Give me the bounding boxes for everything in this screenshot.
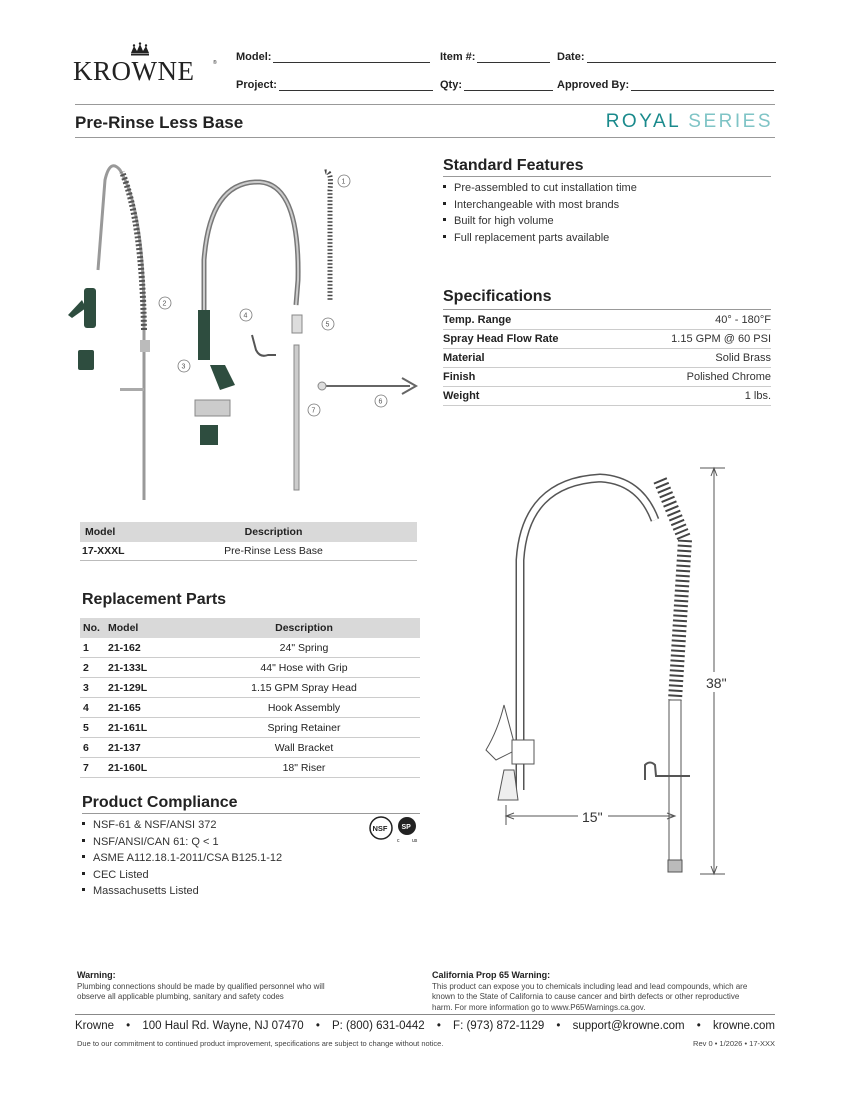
revision-info: Rev 0 • 1/2026 • 17-XXX: [693, 1039, 775, 1048]
features-list: [443, 180, 637, 246]
disclaimer: Due to our commitment to continued product improvement, specifications are subject to change without notice.: [77, 1039, 444, 1048]
approved-by-field[interactable]: [557, 79, 774, 91]
item-field[interactable]: [440, 51, 550, 63]
table-row: 5 21-161L Spring Retainer: [80, 718, 420, 738]
svg-text:NSF: NSF: [372, 824, 388, 833]
compliance-item: NSF-61 & NSF/ANSI 372: [82, 817, 282, 834]
assembled-faucet-drawing: [68, 166, 150, 500]
features-divider: [443, 176, 771, 177]
feature-item: Interchangeable with most brands: [443, 197, 637, 214]
feature-item: Full replacement parts available: [443, 230, 637, 247]
nsf-logo-icon: [370, 817, 392, 839]
date-field[interactable]: [557, 51, 776, 63]
table-row: 4 21-165 Hook Assembly: [80, 698, 420, 718]
svg-text:5: 5: [325, 321, 330, 329]
svg-text:®: ®: [213, 60, 217, 66]
contact-bar: Krowne • 100 Haul Rd. Wayne, NJ 07470 • P: (800) 631-0442 • F: (973) 872-1129 • support@krowne.com • krowne.com: [75, 1020, 775, 1032]
compliance-item: NSF/ANSI/CAN 61: Q < 1: [82, 834, 282, 851]
spray-head-drawing: [195, 365, 235, 445]
address: 100 Haul Rd. Wayne, NJ 07470: [142, 1020, 304, 1032]
specs-divider: [443, 309, 771, 310]
table-row: 1 21-162 24" Spring: [80, 638, 420, 658]
hose-drawing: [198, 182, 298, 360]
callout-3: [178, 360, 190, 372]
qty-field[interactable]: [440, 79, 553, 91]
email-link[interactable]: support@krowne.com: [572, 1020, 685, 1032]
compliance-heading: Product Compliance: [82, 794, 238, 811]
parts-table: [80, 618, 420, 778]
compliance-list: [82, 817, 282, 900]
callout-5: [322, 318, 334, 330]
company-name: Krowne: [75, 1020, 114, 1032]
svg-text:c: c: [397, 838, 400, 844]
svg-text:6: 6: [378, 398, 383, 406]
footer-divider: [75, 1014, 775, 1015]
krowne-logo: [73, 42, 223, 92]
height-dimension: 38": [706, 675, 727, 691]
callout-6: [375, 395, 387, 407]
spec-row: Temp. Range 40° - 180°F: [443, 311, 771, 330]
spec-row: Material Solid Brass: [443, 349, 771, 368]
model-table: [80, 522, 417, 561]
table-row: 6 21-137 Wall Bracket: [80, 738, 420, 758]
parts-table-header: No. Model Description: [80, 618, 420, 638]
logo-wordmark: KROWNE: [73, 56, 195, 86]
spring-drawing: [325, 172, 330, 300]
wall-bracket-drawing: [318, 378, 416, 394]
callout-2: [159, 297, 171, 309]
table-row: 7 21-160L 18" Riser: [80, 758, 420, 778]
svg-text:4: 4: [243, 312, 248, 320]
hook-drawing: [252, 335, 276, 356]
compliance-item: Massachusetts Listed: [82, 883, 282, 900]
project-field[interactable]: [236, 79, 433, 91]
compliance-item: ASME A112.18.1-2011/CSA B125.1-12: [82, 850, 282, 867]
prop65-warning: California Prop 65 Warning: This product can expose you to chemicals including lead and lead compounds, which are known to the State of California to cause cancer and birth defects or other reproductive harm. For more information go to www.P65Warnings.ca.gov.: [432, 970, 748, 1012]
table-row: 17-XXXL Pre-Rinse Less Base: [80, 542, 417, 561]
callout-4: [240, 309, 252, 321]
table-row: 3 21-129L 1.15 GPM Spray Head: [80, 678, 420, 698]
website-link[interactable]: krowne.com: [712, 1020, 775, 1032]
spec-row: Weight 1 lbs.: [443, 387, 771, 406]
specs-heading: Specifications: [443, 288, 552, 305]
spec-row: Spray Head Flow Rate 1.15 GPM @ 60 PSI: [443, 330, 771, 349]
feature-item: Pre-assembled to cut installation time: [443, 180, 637, 197]
certification-marks: [368, 814, 424, 844]
series-badge: ROYAL SERIES: [605, 111, 773, 132]
page-title: Pre-Rinse Less Base: [75, 113, 244, 132]
approved-by-label: Approved By:: [557, 79, 630, 91]
model-label: Model:: [236, 51, 272, 63]
parts-exploded-illustration: [60, 150, 440, 510]
date-label: Date:: [557, 51, 585, 63]
svg-text:us: us: [412, 838, 418, 844]
riser-drawing: [294, 345, 299, 490]
table-row: 2 21-133L 44" Hose with Grip: [80, 658, 420, 678]
model-table-header: Model Description: [80, 522, 417, 542]
svg-text:1: 1: [341, 178, 346, 186]
compliance-item: CEC Listed: [82, 867, 282, 884]
callout-7: [308, 404, 320, 416]
title-bar: [75, 104, 775, 138]
phone: P: (800) 631-0442: [332, 1020, 425, 1032]
svg-text:SP: SP: [401, 824, 411, 831]
svg-text:7: 7: [311, 407, 316, 415]
model-field[interactable]: [236, 51, 430, 63]
item-label: Item #:: [440, 51, 476, 63]
dimension-lines: [506, 468, 725, 874]
callout-1: [338, 175, 350, 187]
features-heading: Standard Features: [443, 157, 584, 174]
svg-text:3: 3: [181, 363, 186, 371]
plumbing-warning: Warning: Plumbing connections should be made by qualified personnel who will observe all applicable plumbing, sanitary and safety codes: [77, 970, 325, 1001]
retainer-drawing: [292, 315, 302, 333]
feature-item: Built for high volume: [443, 213, 637, 230]
fax: F: (973) 872-1129: [453, 1020, 545, 1032]
width-dimension: 15": [582, 809, 603, 825]
csa-logo-icon: [397, 817, 418, 844]
crown-icon: [131, 42, 149, 55]
qty-label: Qty:: [440, 79, 462, 91]
project-label: Project:: [236, 79, 277, 91]
specs-table: [443, 311, 771, 406]
dimension-drawing: [480, 460, 740, 880]
spec-row: Finish Polished Chrome: [443, 368, 771, 387]
parts-heading: Replacement Parts: [82, 591, 227, 608]
svg-text:2: 2: [162, 300, 167, 308]
